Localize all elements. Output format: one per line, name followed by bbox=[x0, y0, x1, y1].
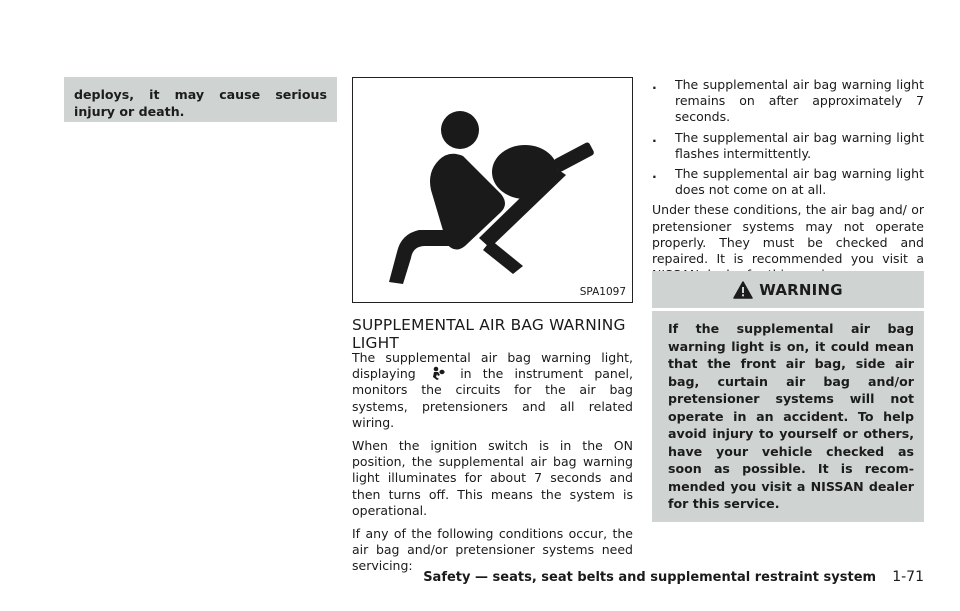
section-heading: SUPPLEMENTAL AIR BAG WARNING LIGHT bbox=[352, 316, 626, 352]
condition-text: The supplemental air bag warning light does not come on at all. bbox=[675, 166, 924, 198]
warning-triangle-icon bbox=[733, 281, 753, 299]
page-number: 1-71 bbox=[892, 569, 924, 585]
warning-text: If the supplemental air bag warning light is on, it could mean that the front air bag, side air bag, curtain air bag and/or pretensioner systems will not operate in an accident. To help avoid injury to yourself or others, have your vehicle checked as soon as possible. It is recom- mended you visit a NISSAN dealer for this service. bbox=[652, 311, 924, 522]
paragraph-3: If any of the following conditions occur, the air bag and/or pretensioner systems need servicing: bbox=[352, 526, 633, 574]
conditions-column bbox=[652, 77, 924, 283]
section-body bbox=[352, 350, 633, 582]
continuation-text: deploys, it may cause serious injury or death. bbox=[74, 87, 327, 119]
p1-before-icon: The supplemental air bag warning light, displaying bbox=[352, 350, 633, 382]
condition-item bbox=[652, 130, 924, 162]
figure-code: SPA1097 bbox=[579, 286, 626, 298]
bullet-dot: . bbox=[652, 77, 657, 92]
paragraph-1 bbox=[352, 350, 633, 431]
condition-text: The supplemental air bag warning light flashes intermittently. bbox=[675, 129, 924, 161]
airbag-warning-light-icon bbox=[427, 366, 449, 380]
airbag-figure bbox=[352, 77, 633, 303]
footer-chapter-title: Safety — seats, seat belts and supplemental restraint system bbox=[423, 570, 877, 585]
condition-item bbox=[652, 77, 924, 126]
condition-text: The supplemental air bag warning light remains on after approximately 7 seconds. bbox=[675, 77, 924, 125]
p1-after-icon: in the instrument panel, monitors the circuits for the air bag systems, pretensioners and all related wiring. bbox=[352, 366, 633, 430]
bullet-dot: . bbox=[652, 129, 657, 145]
warning-header bbox=[652, 271, 924, 308]
continuation-warning-box bbox=[64, 77, 337, 122]
paragraph-2: When the ignition switch is in the ON position, the supplemental air bag warning light illuminates for about 7 seconds and then turns off. This means the system is operational. bbox=[352, 438, 633, 518]
seated-person-airbag-icon bbox=[353, 78, 632, 302]
condition-item bbox=[652, 166, 924, 198]
warning-title: WARNING bbox=[759, 280, 843, 299]
conditions-followup: Under these conditions, the air bag and/ or pretensioner systems may not operate properly. They must be checked and repaired. It is recommended you visit a bbox=[652, 202, 924, 267]
page-footer bbox=[423, 569, 924, 585]
bullet-dot: . bbox=[652, 166, 657, 182]
warning-box bbox=[652, 271, 924, 522]
